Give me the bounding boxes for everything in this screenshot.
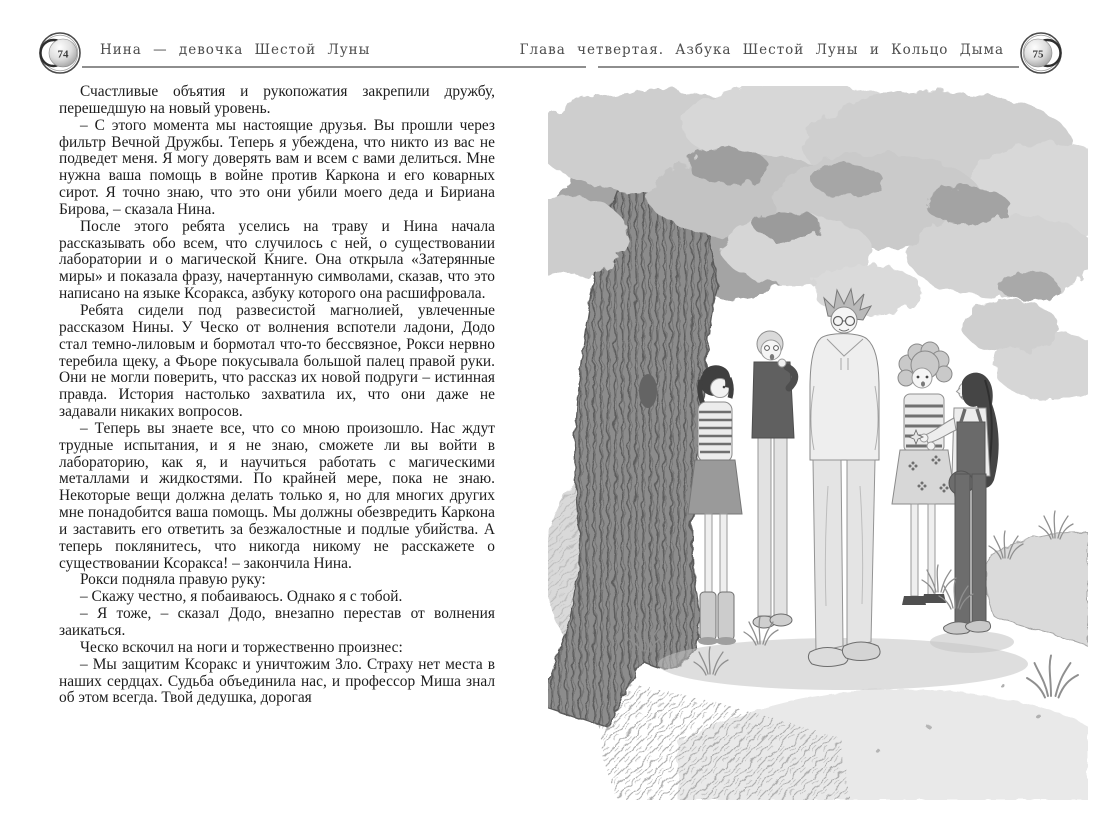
page-number-right: 75 [1032,48,1044,61]
paragraph: – Мы защитим Ксоракс и уничтожим Зло. Страху нет места в наших сердцах. Судьба объединила нас, и профессор Миша знал об этом всегда. Твой дедушка, дорогая [59,655,495,707]
illustration-drawing [548,86,1088,800]
moon-page-ornament-left [38,31,82,75]
paragraph: – Я тоже, – сказал Додо, внезапно перестав от волнения заикаться. [59,605,495,639]
page-number-left: 74 [57,48,69,61]
nina-shadow [930,631,1014,653]
child-figure-chesko [808,289,880,667]
paragraph: Счастливые объятия и рукопожатия закрепили дружбу, перешедшую на новый уровень. [59,83,495,117]
moon-page-ornament-right [1019,31,1063,75]
pencil-illustration-children-under-tree [548,86,1088,800]
crescent-moon-icon [38,31,82,75]
running-title-right: Глава четвертая. Азбука Шестой Луны и Кольцо Дыма [519,42,1004,58]
paragraph: Ребята сидели под развесистой магнолией, увлеченные рассказом Нины. У Ческо от волнения вспотели ладони, Додо стал темно-лиловым и бормотал что-то бессвязное, Рокси нервно теребила щеку, а Фьоре покусывала большой палец правой руки. Они не могли поверить, что рассказ их новой подруги – истинная правда. История настолько захватила их, что они даже не задавали никаких вопросов. [59,301,495,421]
crescent-moon-icon [1019,31,1063,75]
paragraph: Ческо вскочил на ноги и торжественно произнес: [80,638,403,656]
header-rule-right [598,66,1019,68]
paragraph: Рокси подняла правую руку: [80,571,266,589]
paragraph: – Скажу честно, я побаиваюсь. Однако я с тобой. [80,588,403,606]
child-figure-dodo [752,331,795,628]
header-rule-left [82,66,586,68]
running-title-left: Нина — девочка Шестой Луны [100,42,371,58]
paragraph: – Теперь вы знаете все, что со мною произошло. Нас ждут трудные испытания, и я не знаю, сможете ли вы войти в лабораторию, как я, и научиться работать с магическими металлами и жидкостями. По крайней мере, пока не знаю. Некоторые вещи должна делать только я, но для многих других мне понадобится ваша помощь. Мы должны обезвредить Каркона и заставить его ответить за безжалостные и подлые убийства. А теперь поклянитесь, что никогда никому не расскажете о существовании Ксоракса! – закончила Нина. [59,419,495,572]
child-figure-fiore [892,342,956,605]
left-page-text [59,84,495,707]
paragraph: После этого ребята уселись на траву и Нина начала рассказывать обо всем, что случилось с ней, о существовании лаборатории и о магической Книге. Она открыла «Затерянные миры» и показала фразу, начертанную символами, сказав, что это написано на языке Ксоракса, азбуку которого она расшифровала. [59,217,495,303]
paragraph: – С этого момента мы настоящие друзья. Вы прошли через фильтр Вечной Дружбы. Теперь я убеждена, что никто из вас не подведет меня. Я могу доверять вам и всем с вами делиться. Мне нужна ваша помощь в войне против Каркона и его коварных сирот. Я точно знаю, что это они убили моего деда и Бириана Бирова, – сказала Нина. [59,116,495,218]
